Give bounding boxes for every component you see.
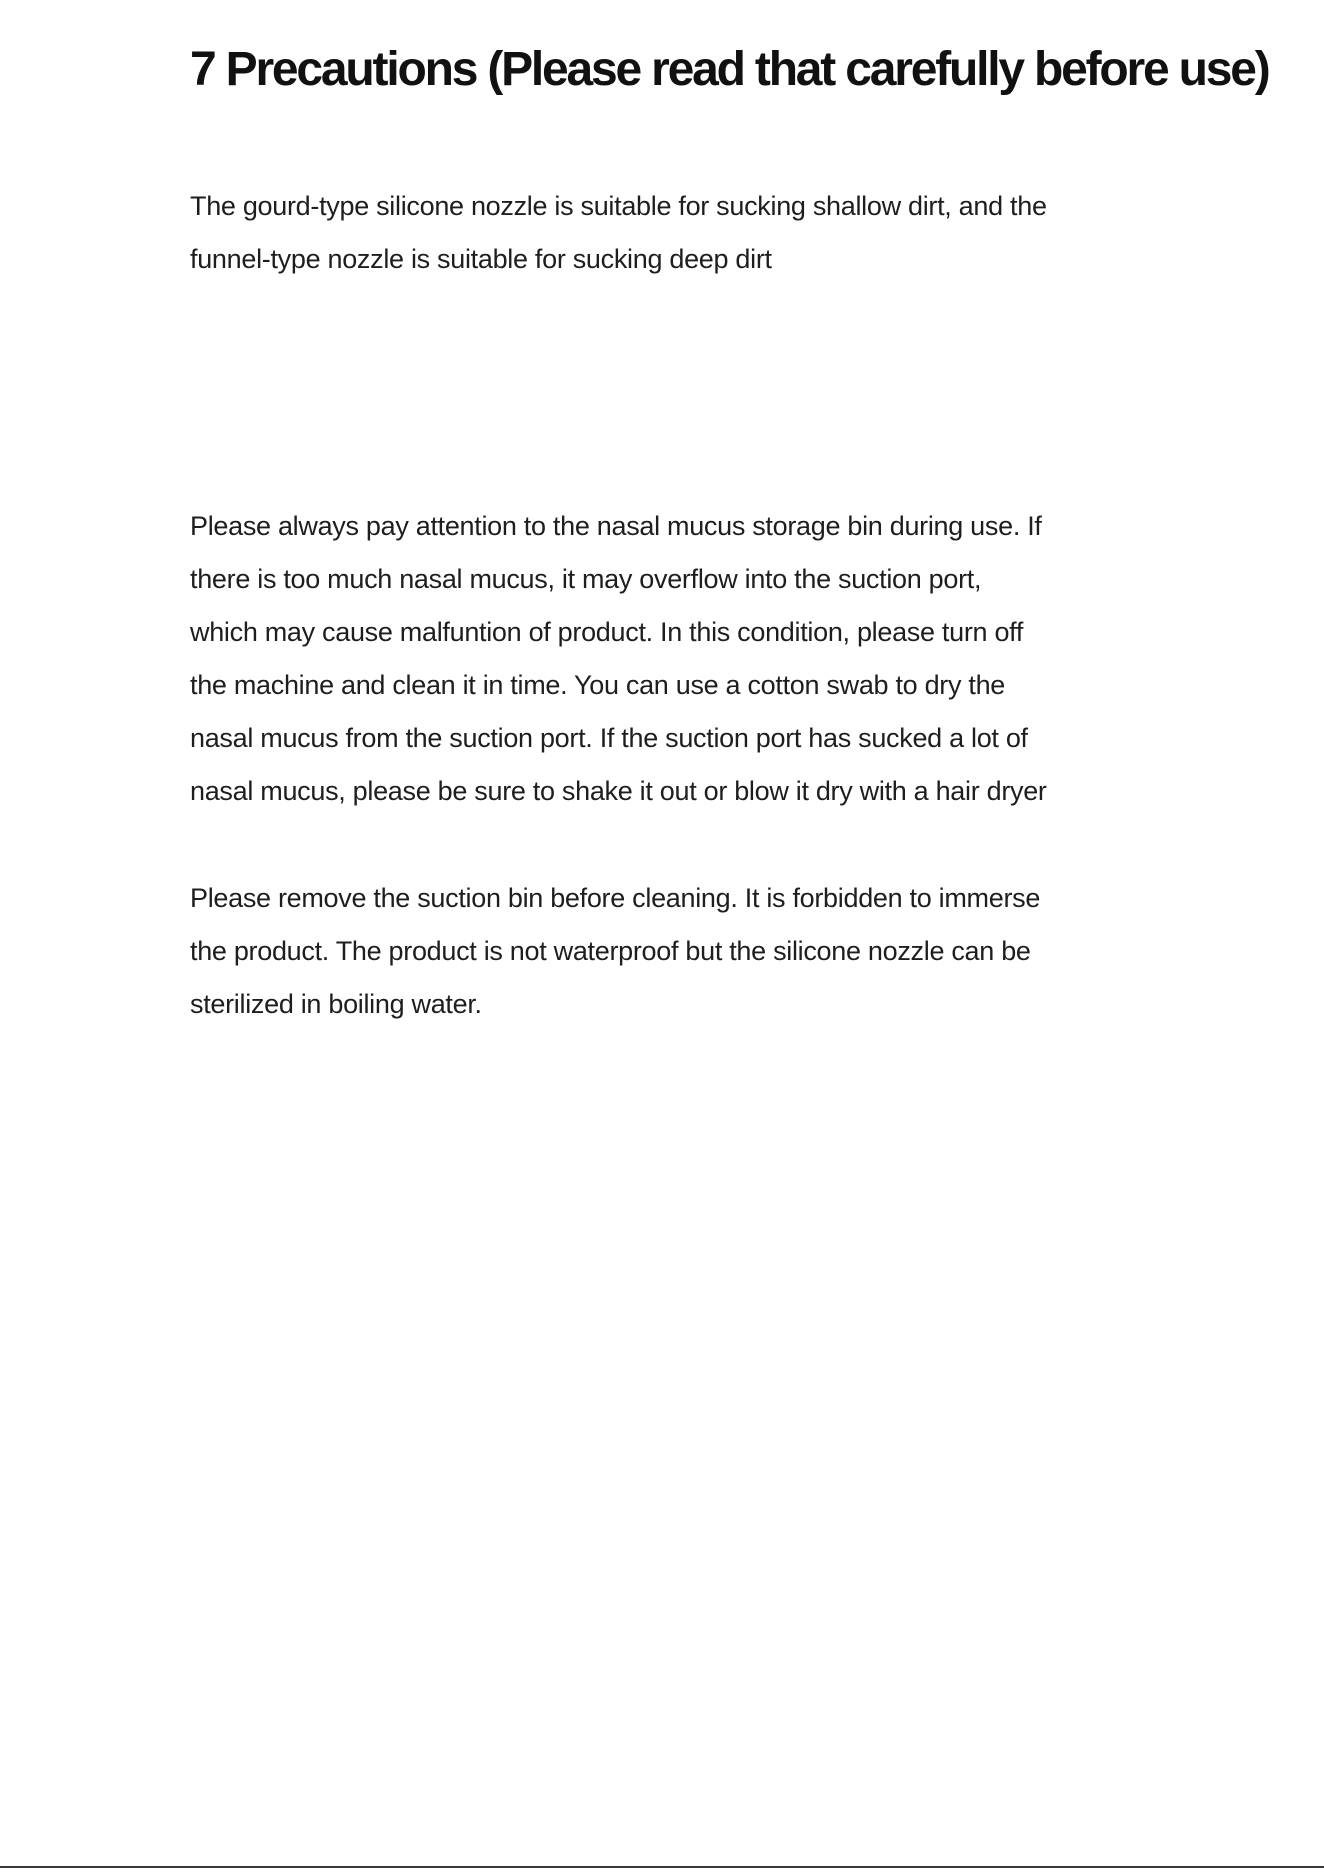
- paragraph-line: the machine and clean it in time. You can use a cotton swab to dry the: [190, 670, 1006, 700]
- paragraph-line: there is too much nasal mucus, it may overflow into the suction port,: [190, 564, 982, 594]
- paragraph-line: the product. The product is not waterproof but the silicone nozzle can be: [190, 936, 1031, 966]
- paragraph-line: nasal mucus from the suction port. If the suction port has sucked a lot of: [190, 723, 1028, 753]
- paragraph-line: Please remove the suction bin before cleaning. It is forbidden to immerse: [190, 883, 1041, 913]
- paragraph-line: The gourd-type silicone nozzle is suitable for sucking shallow dirt, and the: [190, 191, 1047, 221]
- paragraph-line: Please always pay attention to the nasal mucus storage bin during use. If: [190, 511, 1042, 541]
- paragraph-line: sterilized in boiling water.: [190, 989, 482, 1019]
- paragraph-cleaning: [190, 872, 1180, 1031]
- paragraph-line: funnel-type nozzle is suitable for sucking deep dirt: [190, 244, 772, 274]
- bottom-divider: [0, 1866, 1324, 1868]
- paragraph-line: which may cause malfuntion of product. In this condition, please turn off: [190, 617, 1024, 647]
- paragraph-nozzle-types: [190, 180, 1180, 286]
- paragraph-line: nasal mucus, please be sure to shake it out or blow it dry with a hair dryer: [190, 776, 1047, 806]
- page-title: 7 Precautions (Please read that carefully before use): [190, 43, 1269, 96]
- paragraph-storage-bin: [190, 500, 1180, 818]
